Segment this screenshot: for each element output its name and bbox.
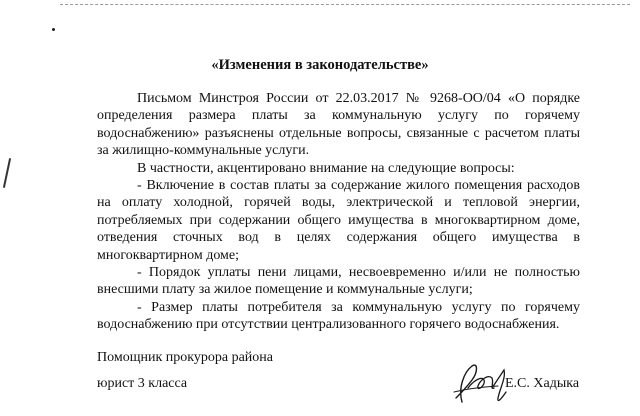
paragraph-item-penalty: - Порядок уплаты пени лицами, несвоевременно и/или не полностью внесшими плату за жилое помещение и коммунальные услуги; xyxy=(97,265,580,298)
paragraph-item-utilities: - Включение в состав платы за содержание жилого помещения расходов на оплату холодной, горячей воды, электрической и тепловой энергии, потребляемых при содержании общего имущества в многоквартирном доме, отведения сточных вод в целях содержания общего имущества в многоквартирном доме; xyxy=(97,178,580,263)
document-body xyxy=(97,90,580,334)
paragraph-focus: В частности, акцентировано внимание на следующие вопросы: xyxy=(137,160,515,176)
signer-position: Помощник прокурора района xyxy=(97,350,273,365)
paragraph-item-hot-water: - Размер платы потребителя за коммунальную услугу по горячему водоснабжению при отсутствии централизованного горячего водоснабжения. xyxy=(97,299,580,333)
document-title: «Изменения в законодательстве» xyxy=(211,57,429,73)
scan-speck xyxy=(52,28,55,31)
margin-mark xyxy=(3,158,11,188)
top-border-line xyxy=(60,4,630,5)
signer-rank: юрист 3 класса xyxy=(97,376,188,391)
handwritten-signature xyxy=(448,358,510,408)
signer-name: Е.С. Хадыка xyxy=(505,376,580,391)
paragraph-intro: Письмом Минстроя России от 22.03.2017 № 9268-ОО/04 «О порядке определения размера платы за коммунальную услугу по горячему водоснабжению» разъяснены отдельные вопросы, связанные с расчетом платы за жилищно-коммунальные услуги. xyxy=(97,91,580,159)
